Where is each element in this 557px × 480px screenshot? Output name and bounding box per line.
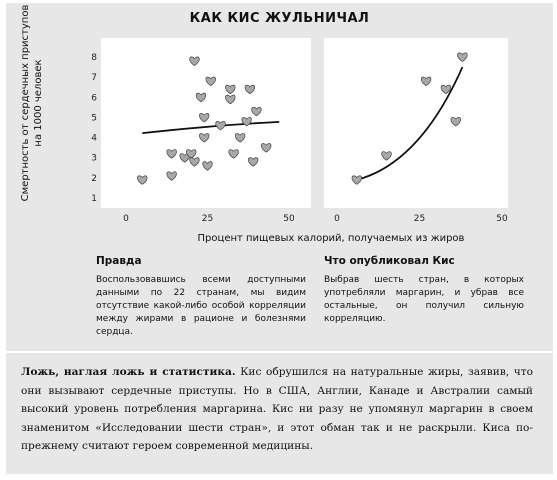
published-caption-title: Что опубликовал Кис: [324, 255, 455, 267]
left-y-tick-label: 3: [91, 153, 97, 164]
y-axis-label: Смертность от сердечных приступов на 1000 человек: [20, 4, 44, 202]
left-x-tick-label: 50: [283, 214, 295, 224]
left-y-tick-label: 5: [91, 113, 97, 124]
left-x-tick-label: 25: [201, 214, 214, 224]
published-caption-text: Выбрав шесть стран, в которых употребляли маргарин, и убрав все остальные, он получил сильную корреляцию.: [324, 275, 524, 324]
right-x-tick-label: 25: [413, 214, 426, 224]
x-axis-label: Процент пищевых калорий, получаемых из жиров: [197, 233, 465, 244]
left-y-tick-label: 4: [91, 133, 97, 144]
left-y-tick-label: 8: [91, 53, 97, 63]
body-lead: Ложь, наглая ложь и статистика.: [21, 366, 236, 378]
truth-caption-title: Правда: [96, 255, 142, 267]
infographic-panel: [6, 3, 553, 474]
left-y-tick-label: 2: [91, 173, 97, 184]
divider: [6, 351, 553, 353]
left-y-tick-label: 1: [91, 194, 97, 204]
left-y-tick-label: 6: [91, 93, 97, 104]
scatter-plots: [6, 3, 553, 243]
right-x-tick-label: 50: [496, 214, 508, 224]
body-text: Кис обрушился на натуральные жиры, заявив, что они вызывают сердечные приступы. Но в США, Англии, Канаде и Австралии самый высокий уровень потребления маргарина. Кис ни разу не упомянул маргарин в своем знаменитом «Исследовании шести стран», и этот обман так и не раскрыли. Киса по-прежнему считают героем современной медицины.: [21, 366, 534, 452]
truth-caption-text: Воспользовавшись всеми доступными данными по 22 странам, мы видим отсутствие какой-либо особой корреляции между жирами в рационе и болезнями сердца.: [96, 275, 306, 337]
left-x-tick-label: 0: [123, 214, 129, 224]
plot-area-left: [101, 38, 311, 208]
left-y-tick-label: 7: [91, 73, 97, 84]
plot-area-right: [324, 38, 508, 208]
body-paragraph: [21, 363, 533, 456]
chart-title: КАК КИС ЖУЛЬНИЧАЛ: [189, 11, 370, 26]
right-x-tick-label: 0: [334, 214, 340, 224]
